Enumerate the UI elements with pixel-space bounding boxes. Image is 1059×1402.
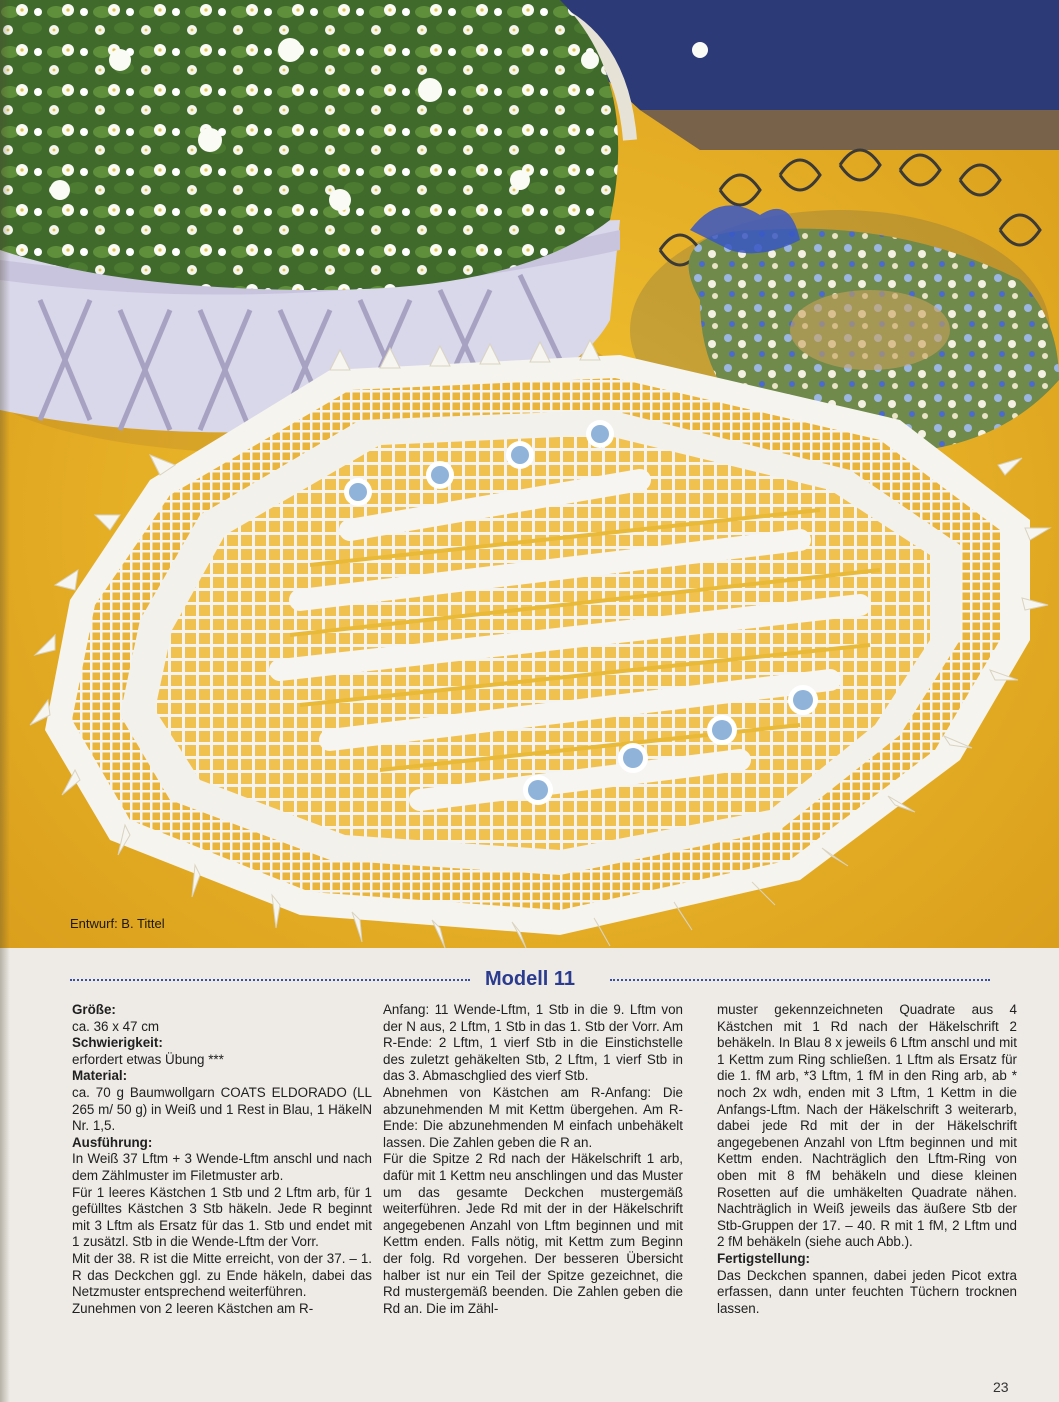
difficulty-text: erfordert etwas Übung ***: [72, 1051, 224, 1067]
instruction-paragraph: Mit der 38. R ist die Mitte erreicht, von der 37. – 1. R das Deckchen ggl. zu Ende häkeln, dabei das Netzmuster entsprechend weiterführen.: [72, 1250, 372, 1300]
article-title-row: [60, 968, 1000, 992]
size-text: ca. 36 x 47 cm: [72, 1018, 160, 1034]
instruction-paragraph: Anfang: 11 Wende-Lftm, 1 Stb in die 9. Lftm von der N aus, 2 Lftm, 1 Stb in das 1. Stb der Vorr. Am R-Ende: 2 Lftm, 1 vierf Stb in die Einstichstelle des zuletzt gehäkelten Stb, 2 Lftm, 1 vierf Stb in das 3. Abmaschglied des vierf Stb.: [383, 1002, 683, 1084]
heading-ausfuehrung: Ausführung:: [72, 1134, 153, 1150]
heading-groesse: Größe:: [72, 1002, 116, 1017]
instruction-paragraph: Für die Spitze 2 Rd nach der Häkelschrift 1 arb, dafür mit 1 Kettm neu anschlingen und das Muster um das gesamte Deckchen mustergemäß weiterführen. Jede Rd mit der in der Häkelschrift angegebenen Anzahl von Lftm beginnen und mit Kettm enden. Falls nötig, mit Kettm zum Beginn der folg. Rd vorgehen. Der besseren Übersicht halber ist nur ein Teil der Spitze gezeichnet, die Rd mustergemäß beenden. Die Zahlen geben die Rd an. Die im Zähl-: [383, 1151, 683, 1316]
heading-fertigstellung: Fertigstellung:: [717, 1250, 810, 1266]
instructions-column-2: [383, 1002, 683, 1317]
photo-credit: Entwurf: B. Tittel: [70, 916, 165, 931]
instruction-paragraph: Zunehmen von 2 leeren Kästchen am R-: [72, 1300, 314, 1316]
heading-material: Material:: [72, 1068, 128, 1084]
heading-schwierigkeit: Schwierigkeit:: [72, 1035, 163, 1051]
page-number: 23: [993, 1379, 1009, 1395]
instructions-column-1: [72, 1002, 372, 1317]
page-binding-shadow: [0, 0, 10, 1402]
title-rule-right: [610, 979, 990, 981]
instruction-paragraph: Abnehmen von Kästchen am R-Anfang: Die abzunehmenden M mit Kettm übergehen. Am R-Ende: Die abzunehmenden M einfach unbehäkelt lassen. Die Zahlen geben die R an.: [383, 1084, 683, 1150]
material-text: ca. 70 g Baumwollgarn COATS ELDORADO (LL 265 m/ 50 g) in Weiß und 1 Rest in Blau, 1 HäkelN Nr. 1,5.: [72, 1084, 372, 1134]
instruction-paragraph: muster gekennzeichneten Quadrate aus 4 Kästchen mit 1 Rd nach der Häkelschrift 2 behäkeln. In Blau 8 x jeweils 6 Lftm anschl und mit 1 Kettm zum Ring schließen. 1 Lftm als Ersatz für die 1. fM arb, *3 Lftm, 1 fM in den Ring arb, ab * noch 2x wdh, enden mit 3 Lftm, 1 Kettm in die Anfangs-Lftm. Nach der Häkelschrift 3 weiterarb, dabei jede Rd mit der in der Häkelschrift angegebenen Anzahl von Lftm beginnen und mit Kettm enden. Nachträglich den Lftm-Ring von oben mit 8 fM behäkeln und diese kleinen Rosetten auf die umhäkelten Quadrate nähen. Nachträglich in Weiß jeweils das äußere Stb der Stb-Gruppen der 17. – 40. R mit 1 fM, 2 Lftm und 2 fM behäkeln (siehe auch Abb.).: [717, 1002, 1017, 1250]
instruction-paragraph: Für 1 leeres Kästchen 1 Stb und 2 Lftm arb, für 1 gefülltes Kästchen 3 Stb häkeln. Jede R beginnt mit 3 Lftm als Ersatz für das 1. Stb und endet mit 1 zusätzl. Stb in die Wende-Lftm der Vorr.: [72, 1184, 372, 1250]
article-title: Modell 11: [484, 968, 576, 990]
instruction-paragraph: In Weiß 37 Lftm + 3 Wende-Lftm anschl und nach dem Zählmuster im Filetmuster arb.: [72, 1151, 372, 1183]
finishing-text: Das Deckchen spannen, dabei jeden Picot extra erfassen, dann unter feuchten Tüchern trocknen lassen.: [717, 1267, 1017, 1316]
instructions-column-3: [717, 1002, 1017, 1317]
